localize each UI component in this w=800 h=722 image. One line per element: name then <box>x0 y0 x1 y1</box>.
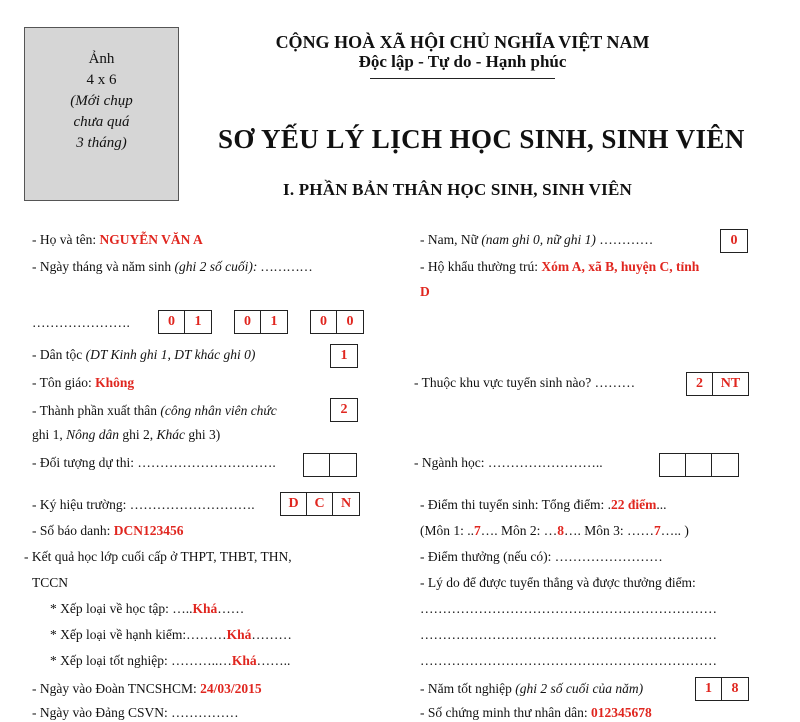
score-row <box>420 496 666 514</box>
reason-dots-line[interactable]: ………………………………………………………… <box>420 627 717 642</box>
photo-placeholder <box>24 27 179 201</box>
school-label: - Ký hiệu trường: ………………………. <box>32 497 255 512</box>
gradyear-row <box>420 680 643 698</box>
region-code: 2 <box>687 373 713 395</box>
school-code-2: C <box>307 493 333 515</box>
target-cell-1 <box>304 454 330 476</box>
conduct-value[interactable]: Khá <box>226 627 252 642</box>
subject-1-label: (Môn 1: .. <box>420 523 474 538</box>
region-label: - Thuộc khu vực tuyển sinh nào? ……… <box>414 375 636 390</box>
address-value[interactable]: Xóm A, xã B, huyện C, tỉnh <box>541 259 700 274</box>
id-row <box>420 704 652 722</box>
origin-label: - Thành phần xuất thân <box>32 403 161 418</box>
dob-note: (ghi 2 số cuối): <box>174 259 258 274</box>
dob-day-digit-1: 0 <box>159 311 185 333</box>
origin-note-part: ghi 1, <box>32 427 67 442</box>
region-type: NT <box>720 376 741 391</box>
study-dots: …… <box>217 601 245 616</box>
id-value[interactable]: 012345678 <box>591 705 652 720</box>
subject-1-score[interactable]: 7 <box>474 523 481 538</box>
grad-row <box>50 652 290 670</box>
origin-note-part: ghi 2, <box>119 427 157 442</box>
subject-2-score[interactable]: 8 <box>557 523 565 538</box>
gradyear-label: - Năm tốt nghiệp <box>420 681 516 696</box>
score-label: - Điểm thi tuyển sinh: Tổng điểm: . <box>420 497 611 512</box>
result-line-1: - Kết quả học lớp cuối cấp ở THPT, THBT, THN, <box>24 549 292 564</box>
dob-day-box[interactable] <box>158 310 212 334</box>
dob-year-digit-1: 0 <box>311 311 337 333</box>
union-label: - Ngày vào Đoàn TNCSHCM: <box>32 681 201 696</box>
origin-note: (công nhân viên chức <box>160 403 277 418</box>
gender-box[interactable] <box>720 229 748 253</box>
name-value[interactable]: NGUYỄN VĂN A <box>99 232 203 247</box>
id-label: - Số chứng minh thư nhân dân: <box>420 705 591 720</box>
score-value[interactable]: 22 điểm <box>610 497 657 512</box>
photo-note-1: (Mới chụp <box>70 93 133 109</box>
sbd-label: - Số báo danh: <box>32 523 114 538</box>
religion-value[interactable]: Không <box>95 375 135 390</box>
ethnic-box[interactable] <box>330 344 358 368</box>
major-label: - Ngành học: …………………….. <box>414 455 603 470</box>
origin-note-farmer: Nông dân <box>66 427 120 442</box>
gender-digit: 0 <box>730 233 738 248</box>
photo-size: 4 x 6 <box>86 72 117 88</box>
school-code-3: N <box>340 496 352 511</box>
photo-note-3: 3 tháng) <box>76 135 127 151</box>
bonus-label: - Điểm thưởng (nếu có): …………………… <box>420 549 663 564</box>
origin-row <box>32 402 277 420</box>
gradyear-digit-1: 1 <box>696 678 722 700</box>
study-label: * Xếp loại về học tập: ….. <box>50 601 193 616</box>
subjects-row <box>420 522 689 540</box>
school-code-box[interactable] <box>280 492 360 516</box>
score-dots: ... <box>656 497 667 512</box>
conduct-dots: ……… <box>251 627 292 642</box>
sbd-value[interactable]: DCN123456 <box>113 523 184 538</box>
ethnic-label: - Dân tộc <box>32 347 86 362</box>
address-value-2[interactable]: D <box>420 284 430 299</box>
target-cell-2 <box>330 454 356 476</box>
major-cell-2 <box>686 454 712 476</box>
gradyear-box[interactable] <box>695 677 749 701</box>
major-cell-1 <box>660 454 686 476</box>
reason-dots-line[interactable]: ………………………………………………………… <box>420 653 717 668</box>
dob-month-digit-1: 0 <box>235 311 261 333</box>
name-label: - Họ và tên: <box>32 232 100 247</box>
dob-dots: ………… <box>257 259 313 274</box>
photo-note-2: chưa quá <box>73 114 130 130</box>
origin-note-other: Khác <box>156 427 186 442</box>
union-value[interactable]: 24/03/2015 <box>200 681 262 696</box>
gender-label: - Nam, Nữ <box>420 232 482 247</box>
ethnic-note: (DT Kinh ghi 1, DT khác ghi 0) <box>85 347 256 362</box>
reason-label: - Lý do để được tuyển thẳng và được thưởng điểm: <box>420 575 696 590</box>
origin-row-2 <box>32 426 220 444</box>
dob-row <box>32 258 312 276</box>
dob-year-box[interactable] <box>310 310 364 334</box>
school-code-1: D <box>281 493 307 515</box>
address-row <box>420 258 699 276</box>
nation-heading: CỘNG HOÀ XÃ HỘI CHỦ NGHĨA VIỆT NAM <box>275 32 650 52</box>
dob-label: - Ngày tháng và năm sinh <box>32 259 175 274</box>
dob-month-box[interactable] <box>234 310 288 334</box>
ethnic-digit: 1 <box>340 348 348 363</box>
region-box[interactable] <box>686 372 749 396</box>
grad-label: * Xếp loại tốt nghiệp: ………..… <box>50 653 232 668</box>
sbd-row <box>32 522 184 540</box>
religion-row <box>32 374 134 392</box>
gender-dots: ………… <box>595 232 654 247</box>
study-value[interactable]: Khá <box>192 601 218 616</box>
result-line-2: TCCN <box>32 575 69 590</box>
party-label: - Ngày vào Đảng CSVN: …………… <box>32 705 239 720</box>
photo-label: Ảnh <box>88 51 115 67</box>
dob-day-digit-2: 1 <box>194 314 202 329</box>
dob-year-digit-2: 0 <box>346 314 354 329</box>
subjects-close: ….. ) <box>660 523 689 538</box>
section-heading: I. PHẦN BẢN THÂN HỌC SINH, SINH VIÊN <box>283 180 632 199</box>
origin-box[interactable] <box>330 398 358 422</box>
reason-dots-line[interactable]: ………………………………………………………… <box>420 601 717 616</box>
subject-3-score[interactable]: 7 <box>654 523 661 538</box>
document-title: SƠ YẾU LÝ LỊCH HỌC SINH, SINH VIÊN <box>218 124 745 154</box>
gender-note: (nam ghi 0, nữ ghi 1) <box>481 232 596 247</box>
study-row <box>50 600 244 618</box>
major-cell-3 <box>712 454 738 476</box>
dob-dots-line: …………………. <box>32 315 130 330</box>
conduct-row <box>50 626 292 644</box>
subject-3-label: …. Môn 3: …… <box>564 523 655 538</box>
motto-underline <box>370 78 555 79</box>
religion-label: - Tôn giáo: <box>32 375 96 390</box>
gender-row <box>420 231 653 249</box>
grad-dots: …….. <box>256 653 291 668</box>
conduct-label: * Xếp loại về hạnh kiểm:……… <box>50 627 227 642</box>
gradyear-digit-2: 8 <box>731 681 739 696</box>
ethnic-row <box>32 346 255 364</box>
grad-value[interactable]: Khá <box>231 653 257 668</box>
major-box[interactable] <box>659 453 739 477</box>
dob-month-digit-2: 1 <box>270 314 278 329</box>
gradyear-note: (ghi 2 số cuối của năm) <box>515 681 644 696</box>
origin-note-part: ghi 3) <box>185 427 221 442</box>
address-label: - Hộ khẩu thường trú: <box>420 259 542 274</box>
subject-2-label: …. Môn 2: … <box>480 523 558 538</box>
motto-heading: Độc lập - Tự do - Hạnh phúc <box>358 52 567 71</box>
target-box[interactable] <box>303 453 357 477</box>
name-row <box>32 231 203 249</box>
origin-digit: 2 <box>340 402 348 417</box>
target-label: - Đối tượng dự thi: …………………………. <box>32 455 276 470</box>
union-row <box>32 680 262 698</box>
